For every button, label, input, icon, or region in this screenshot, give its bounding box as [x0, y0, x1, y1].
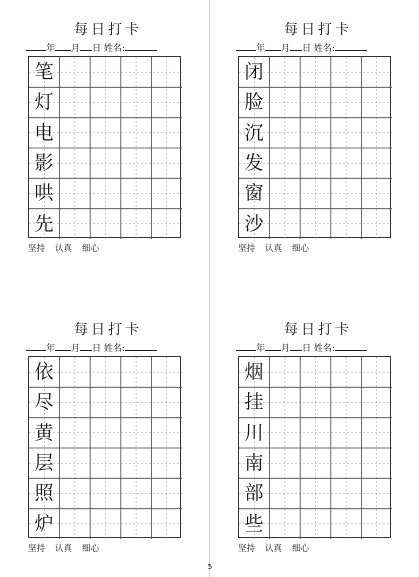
motto-word: 细心 [292, 244, 310, 254]
writing-grid [238, 56, 391, 238]
month-label: 月 [71, 344, 81, 354]
motto-word: 认真 [265, 544, 283, 554]
model-character: 电 [34, 121, 54, 144]
motto-line [28, 243, 198, 255]
card-title: 每日打卡 [284, 22, 352, 38]
model-character: 部 [244, 482, 264, 505]
motto-word: 坚持 [238, 244, 256, 254]
page-number: 5 [207, 563, 213, 571]
motto-line [28, 543, 198, 555]
motto-word: 细心 [82, 544, 100, 554]
motto-line [238, 543, 408, 555]
model-character: 尽 [34, 391, 54, 414]
motto-line [238, 243, 408, 255]
year-blank[interactable] [26, 341, 46, 351]
model-character: 先 [34, 212, 54, 235]
year-label: 年 [46, 44, 56, 54]
model-character: 川 [244, 421, 264, 444]
model-character: 灯 [34, 91, 54, 114]
name-blank[interactable] [335, 341, 367, 351]
day-label: 日 [92, 344, 102, 354]
date-name-line [26, 41, 196, 53]
year-blank[interactable] [236, 341, 256, 351]
month-label: 月 [281, 44, 291, 54]
model-character: 些 [244, 512, 264, 535]
writing-grid [28, 56, 181, 238]
card-title: 每日打卡 [284, 322, 352, 338]
model-character: 哄 [34, 182, 54, 205]
model-character: 沙 [244, 212, 264, 235]
name-label: 姓名: [313, 344, 335, 354]
motto-word: 细心 [292, 544, 310, 554]
name-label: 姓名: [103, 44, 125, 54]
day-blank[interactable] [80, 41, 92, 51]
model-character: 黄 [34, 421, 54, 444]
day-blank[interactable] [80, 341, 92, 351]
model-character: 发 [244, 152, 264, 174]
name-blank[interactable] [335, 41, 367, 51]
page-divider [209, 0, 210, 577]
model-character: 窗 [244, 182, 264, 205]
year-label: 年 [256, 344, 266, 354]
model-character: 层 [34, 452, 54, 474]
model-character: 笔 [34, 61, 54, 83]
name-label: 姓名: [103, 344, 125, 354]
motto-word: 认真 [55, 544, 73, 554]
motto-word: 坚持 [238, 544, 256, 554]
motto-word: 坚持 [28, 544, 46, 554]
month-label: 月 [71, 44, 81, 54]
model-character: 烟 [244, 361, 264, 383]
date-name-line [26, 341, 196, 353]
name-blank[interactable] [125, 341, 157, 351]
name-label: 姓名: [313, 44, 335, 54]
year-blank[interactable] [236, 41, 256, 51]
writing-grid [28, 356, 181, 538]
day-label: 日 [302, 344, 312, 354]
model-character: 照 [34, 482, 54, 505]
card-title: 每日打卡 [74, 22, 142, 38]
month-blank[interactable] [55, 341, 71, 351]
model-character: 沉 [244, 121, 264, 144]
motto-word: 坚持 [28, 244, 46, 254]
date-name-line [236, 41, 406, 53]
name-blank[interactable] [125, 41, 157, 51]
date-name-line [236, 341, 406, 353]
year-label: 年 [256, 44, 266, 54]
day-blank[interactable] [290, 341, 302, 351]
model-character: 依 [34, 361, 54, 383]
year-label: 年 [46, 344, 56, 354]
year-blank[interactable] [26, 41, 46, 51]
model-character: 南 [244, 452, 264, 474]
day-label: 日 [302, 44, 312, 54]
motto-word: 细心 [82, 244, 100, 254]
month-label: 月 [281, 344, 291, 354]
month-blank[interactable] [265, 341, 281, 351]
model-character: 炉 [34, 512, 54, 535]
model-character: 挂 [244, 391, 264, 414]
day-blank[interactable] [290, 41, 302, 51]
motto-word: 认真 [265, 244, 283, 254]
card-title: 每日打卡 [74, 322, 142, 338]
day-label: 日 [92, 44, 102, 54]
model-character: 脸 [244, 91, 264, 114]
model-character: 影 [34, 152, 54, 174]
writing-grid [238, 356, 391, 538]
model-character: 闭 [244, 61, 264, 83]
month-blank[interactable] [265, 41, 281, 51]
month-blank[interactable] [55, 41, 71, 51]
motto-word: 认真 [55, 244, 73, 254]
